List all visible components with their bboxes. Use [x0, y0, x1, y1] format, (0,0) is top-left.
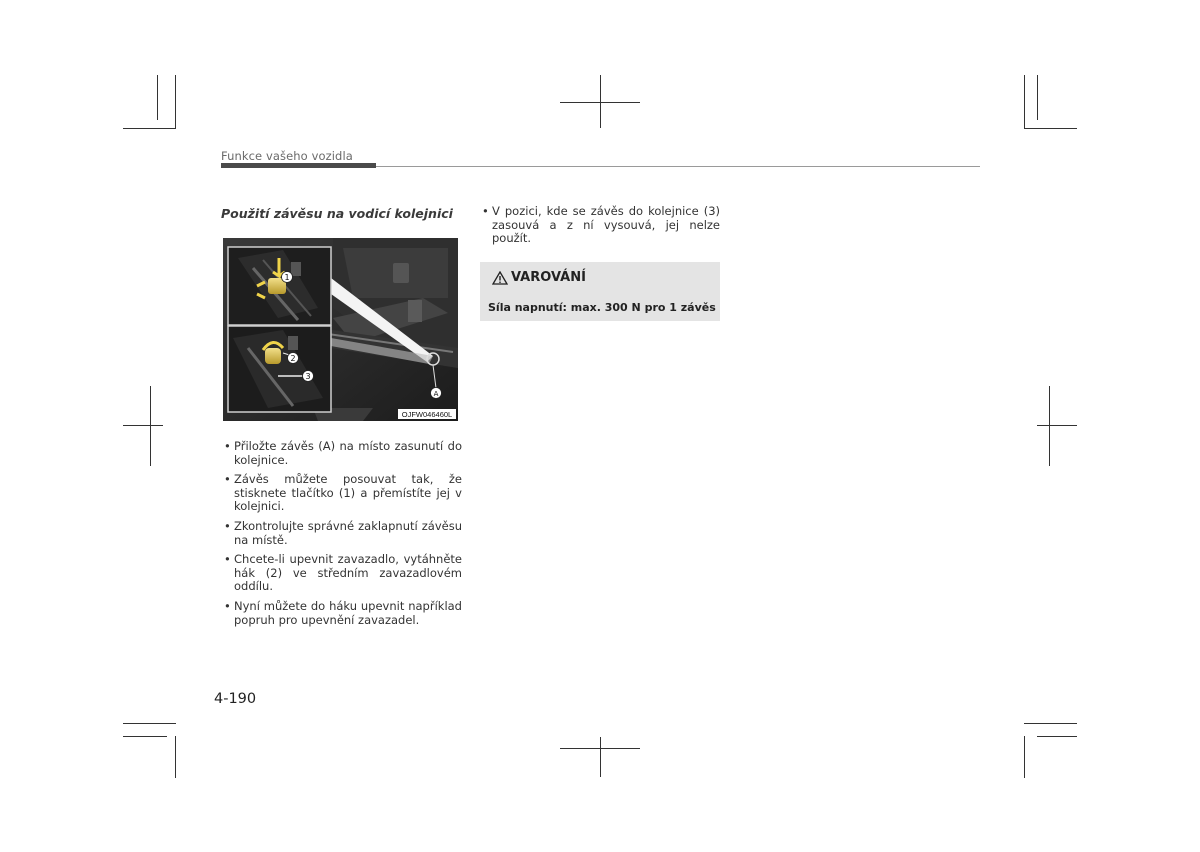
list-item: • Nyní můžete do háku upevnit například popruh pro upevnění zavazadel.	[224, 600, 462, 627]
header-rule	[376, 166, 980, 167]
svg-text:3: 3	[305, 372, 311, 381]
running-header: Funkce vašeho vozidla	[221, 149, 353, 163]
note-list	[482, 205, 720, 252]
header-bar	[221, 163, 376, 168]
svg-text:A: A	[433, 390, 439, 398]
list-item: • Přiložte závěs (A) na místo zasunutí do kolejnice.	[224, 440, 462, 467]
crop-mark	[1037, 736, 1077, 737]
warning-box	[480, 262, 720, 321]
crop-mark	[1024, 75, 1025, 129]
crop-mark	[560, 102, 640, 103]
crop-mark	[1024, 723, 1077, 724]
warning-triangle-icon	[492, 271, 508, 285]
section-title: Použití závěsu na vodicí kolejnici	[221, 206, 453, 221]
warning-text: Síla napnutí: max. 300 N pro 1 závěs	[488, 301, 716, 314]
crop-mark	[1037, 75, 1038, 120]
warning-title: VAROVÁNÍ	[511, 270, 586, 285]
crop-mark	[1037, 425, 1077, 426]
callout-1	[282, 272, 293, 283]
svg-text:2: 2	[290, 354, 296, 363]
list-item: • Závěs můžete posouvat tak, že stisknete tlačítko (1) a přemístíte jej v kolejnici.	[224, 473, 462, 514]
crop-mark	[123, 723, 176, 724]
crop-mark	[600, 737, 601, 777]
callout-2	[288, 353, 299, 364]
crop-mark	[1049, 386, 1050, 466]
crop-mark	[157, 75, 158, 120]
callout-3	[303, 371, 314, 382]
list-item: • Chcete-li upevnit zavazadlo, vytáhněte hák (2) ve středním zavazadlovém oddílu.	[224, 553, 462, 594]
instruction-list	[224, 440, 462, 633]
crop-mark	[123, 425, 163, 426]
page-number: 4-190	[214, 691, 257, 707]
crop-mark	[150, 386, 151, 466]
crop-mark	[560, 748, 640, 749]
list-item: • Zkontrolujte správné zaklapnutí závěsu na místě.	[224, 520, 462, 547]
crop-mark	[123, 128, 176, 129]
crop-mark	[1024, 736, 1025, 778]
crop-mark	[1024, 128, 1077, 129]
callout-a	[431, 388, 442, 399]
warning-header	[492, 270, 586, 285]
crop-mark	[175, 75, 176, 129]
list-item: • V pozici, kde se závěs do kolejnice (3) zasouvá a z ní vysouvá, jej nelze použít.	[482, 205, 720, 246]
crop-mark	[123, 736, 167, 737]
cargo-rail-illustration	[223, 238, 458, 421]
svg-text:1: 1	[284, 273, 290, 282]
crop-mark	[175, 736, 176, 778]
figure-code: OJFW046460L	[401, 410, 453, 419]
